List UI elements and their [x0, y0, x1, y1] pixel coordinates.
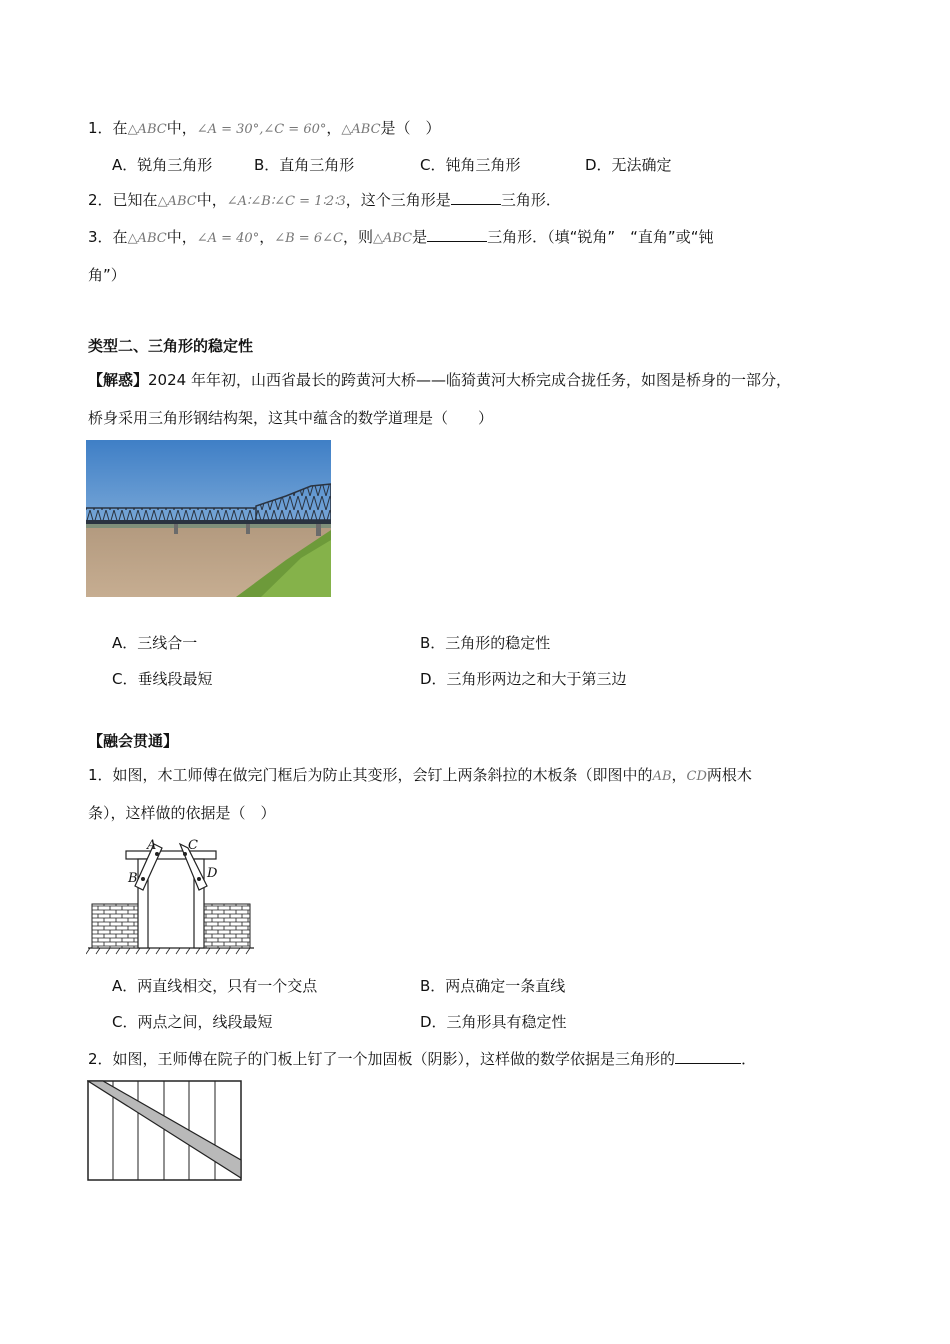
question-1: 1．在△ABC中，∠A = 30°,∠C = 60°，△ABC是（ ） — [88, 119, 441, 137]
option-c[interactable]: C．两点之间，线段最短 — [112, 1013, 273, 1031]
label-c: C — [188, 838, 198, 853]
option-c[interactable]: C．钝角三角形 — [420, 156, 521, 174]
angle-a: ∠A = 40° — [196, 231, 260, 246]
option-b[interactable]: B．两点确定一条直线 — [420, 977, 566, 995]
section-heading: 【融会贯通】 — [88, 732, 179, 750]
triangle-abc: △ABC — [127, 231, 167, 246]
gate-board-figure — [87, 1080, 243, 1182]
option-c[interactable]: C．垂线段最短 — [112, 670, 213, 688]
triangle-abc: △ABC — [341, 122, 381, 137]
label-a: A — [147, 838, 157, 853]
option-b[interactable]: B．直角三角形 — [254, 156, 355, 174]
question-2: 2．如图，王师傅在院子的门板上钉了一个加固板（阴影），这样做的数学依据是三角形的 ． — [88, 1050, 757, 1068]
question-1: 1．如图，木工师傅在做完门框后为防止其变形，会钉上两条斜拉的木板条（即图中的AB，CD两根木 — [88, 766, 752, 784]
angle-condition: ∠A = 30°,∠C = 60° — [196, 122, 327, 137]
problem-text: 【解惑】2024 年年初，山西省最长的跨黄河大桥——临猗黄河大桥完成合拢任务，如图是桥身的一部分， — [88, 371, 791, 389]
triangle-abc: △ABC — [127, 122, 167, 137]
question-3: 3．在△ABC中，∠A = 40°，∠B = 6∠C，则△ABC是 三角形．（填“锐角” “直角”或“钝 — [88, 228, 714, 246]
problem-text-cont: 桥身采用三角形钢结构架，这其中蕴含的数学道理是（ ） — [88, 409, 494, 427]
answer-blank[interactable] — [451, 190, 501, 205]
question-1-cont: 条），这样做的依据是（ ） — [88, 804, 276, 822]
label-b: B — [128, 871, 138, 886]
option-a[interactable]: A．三线合一 — [112, 634, 198, 652]
option-a[interactable]: A．锐角三角形 — [112, 156, 213, 174]
question-3-cont: 角”） — [88, 266, 126, 284]
door-frame-figure — [86, 838, 256, 956]
bridge-photo — [86, 440, 331, 597]
triangle-abc: △ABC — [157, 194, 197, 209]
option-d[interactable]: D．三角形具有稳定性 — [420, 1013, 567, 1031]
angle-b: ∠B = 6∠C — [274, 231, 343, 246]
section-heading: 类型二、三角形的稳定性 — [88, 337, 254, 355]
option-b[interactable]: B．三角形的稳定性 — [420, 634, 551, 652]
option-a[interactable]: A．两直线相交，只有一个交点 — [112, 977, 318, 995]
answer-blank[interactable] — [427, 227, 487, 242]
segment-ab: AB — [652, 769, 672, 784]
triangle-abc: △ABC — [372, 231, 413, 246]
segment-cd: CD — [686, 769, 707, 784]
label-d: D — [207, 866, 218, 881]
bridge-illustration — [86, 440, 331, 597]
angle-ratio: ∠A∶∠B∶∠C = 1∶2∶3 — [226, 194, 346, 209]
answer-blank[interactable] — [675, 1049, 741, 1064]
option-d[interactable]: D．三角形两边之和大于第三边 — [420, 670, 627, 688]
question-2: 2．已知在△ABC中，∠A∶∠B∶∠C = 1∶2∶3，这个三角形是 三角形． — [88, 191, 561, 209]
option-d[interactable]: D．无法确定 — [585, 156, 672, 174]
